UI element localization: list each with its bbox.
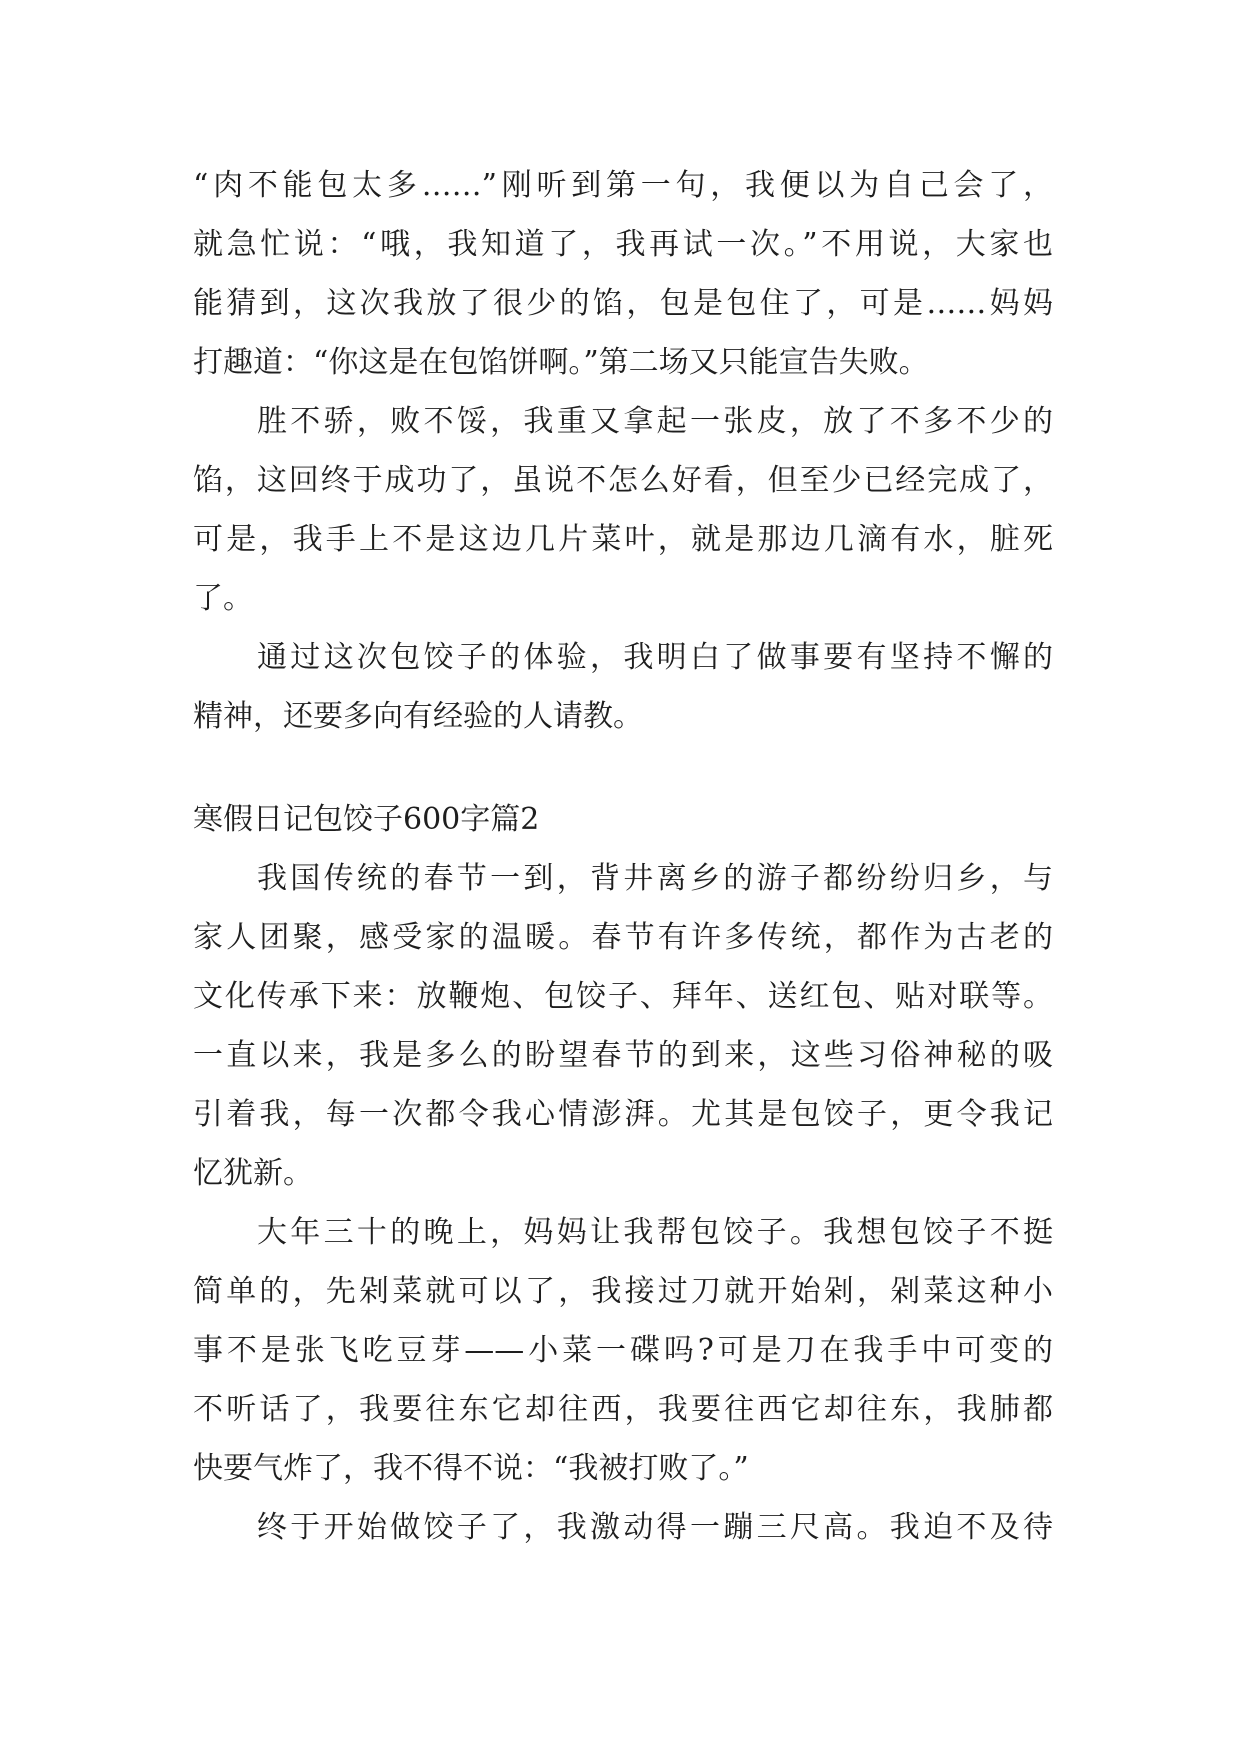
text-line: 就急忙说：“哦，我知道了，我再试一次。”不用说，大家也 <box>193 227 1053 262</box>
text-line: 终于开始做饺子了，我激动得一蹦三尺高。我迫不及待 <box>257 1510 1053 1545</box>
text-line: 可是，我手上不是这边几片菜叶，就是那边几滴有水，脏死 <box>193 522 1053 557</box>
text-line: 简单的，先剁菜就可以了，我接过刀就开始剁，剁菜这种小 <box>193 1274 1053 1309</box>
text-line: 快要气炸了，我不得不说：“我被打败了。” <box>193 1451 749 1486</box>
section-title: 寒假日记包饺子600字篇2 <box>193 802 540 837</box>
text-line: 文化传承下来：放鞭炮、包饺子、拜年、送红包、贴对联等。 <box>193 979 1053 1014</box>
text-line: 通过这次包饺子的体验，我明白了做事要有坚持不懈的 <box>257 640 1053 675</box>
text-line: 打趣道：“你这是在包馅饼啊。”第二场又只能宣告失败。 <box>193 345 929 380</box>
text-line: 家人团聚，感受家的温暖。春节有许多传统，都作为古老的 <box>193 920 1053 955</box>
text-line: 大年三十的晚上，妈妈让我帮包饺子。我想包饺子不挺 <box>257 1215 1053 1250</box>
text-line: 馅，这回终于成功了，虽说不怎么好看，但至少已经完成了， <box>193 463 1053 498</box>
text-line: 引着我，每一次都令我心情澎湃。尤其是包饺子，更令我记 <box>193 1097 1053 1132</box>
text-line: 胜不骄，败不馁，我重又拿起一张皮，放了不多不少的 <box>257 404 1053 439</box>
text-line: 精神，还要多向有经验的人请教。 <box>193 699 643 734</box>
text-line: 一直以来，我是多么的盼望春节的到来，这些习俗神秘的吸 <box>193 1038 1053 1073</box>
text-line: 我国传统的春节一到，背井离乡的游子都纷纷归乡，与 <box>257 861 1053 896</box>
text-line: 忆犹新。 <box>193 1156 313 1191</box>
text-line: 事不是张飞吃豆芽——小菜一碟吗?可是刀在我手中可变的 <box>193 1333 1053 1368</box>
text-line: 能猜到，这次我放了很少的馅，包是包住了，可是……妈妈 <box>193 286 1053 321</box>
text-line: 了。 <box>193 581 253 616</box>
text-line: “肉不能包太多……”刚听到第一句，我便以为自己会了， <box>193 168 1053 203</box>
text-line: 不听话了，我要往东它却往西，我要往西它却往东，我肺都 <box>193 1392 1053 1427</box>
